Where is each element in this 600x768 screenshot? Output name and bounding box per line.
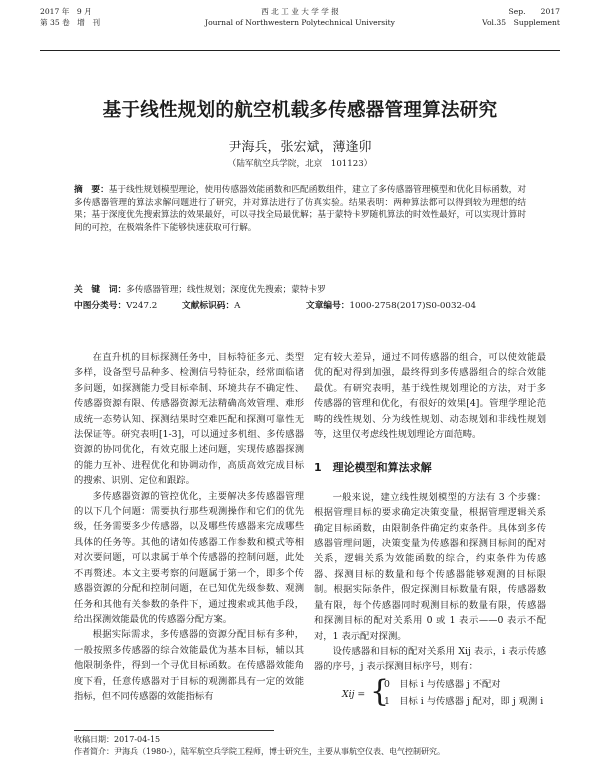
abstract <box>74 184 526 234</box>
paper-title: 基于线性规划的航空机载多传感器管理算法研究 <box>102 100 498 121</box>
header-volume-en: Vol.35 Supplement <box>482 18 560 27</box>
body-paragraph: 设传感器和目标的配对关系用 Xij 表示，i 表示传感器的序号，j 表示探测目标序号，则有： <box>314 645 546 673</box>
abstract-text: 基于线性规划模型理论，使用传感器效能函数和匹配函数组件，建立了多传感器管理模型和优化目标函数，对多传感器管理的算法求解问题进行了研究，并对算法进行了仿真实验。结果表明：两种算法都可以得到较为理想的结果；基于深度优先搜索算法的效果最好，可以寻找全局最优解；基于蒙特卡罗随机算法的时效性最好，可以实现计算时间的可控，在极端条件下能够快速获取可行解。 <box>74 185 527 233</box>
abstract-label: 摘 要： <box>74 185 109 195</box>
equation-case-1: 1 目标 i 与传感器 j 配对，即 j 观测 i <box>384 695 544 707</box>
body-paragraph: 根据实际需求，多传感器的资源分配目标有多种，一般按照多传感器的综合效能最优为基本目标，辅以其他限制条件，得到一个寻优目标函数。在传感器效能角度下看，任意传感器对于目标的观测都具有一定的效能指标，但不同传感器的效能指标有 <box>74 629 304 702</box>
equation-brace: { <box>370 673 390 709</box>
doc-code-value: A <box>234 301 241 311</box>
body-paragraph: 定有较大差异，通过不同传感器的组合，可以使效能最优的配对得到加强，最终得到多传感器组合的综合效能最优。有研究表明，基于线性规划理论的方法，对于多传感器的管理和优化，有很好的效果[4]。管理学理论范畴的线性规划、分为线性规划、动态规划和非线性规划等，这里仅考虑线性规划理论方面范畴。 <box>314 352 546 441</box>
journal-name-cn: 西 北 工 业 大 学 学 报 <box>261 7 339 16</box>
footnote-rule <box>74 730 274 731</box>
keywords <box>74 284 526 297</box>
body-paragraph: 一般来说，建立线性规划模型的方法有 3 个步骤：根据管理目标的要求确定决策变量，根据管理逻辑关系确定目标函数，由限制条件确定约束条件。具体到多传感器管理问题，决策变量为传感器和探测目标间的配对关系，逻辑关系为效能函数的综合，约束条件为传感器、探测目标的数量和每个传感器能够观测的目标限制。根据实际条件，假定探测目标数量有限，传感器数量有限，每个传感器同时观测目标的数量有限，传感器和探测目标的配对关系用 0 或 1 表示——0 表示不配对，1 表示配对探测。 <box>314 491 546 642</box>
running-header <box>40 6 560 51</box>
body-paragraph: 在直升机的目标探测任务中，目标特征多元、类型多样，设备型号品种多、检测信号特征杂，经常面临诸多问题，如探测能力受目标牵制、环境共存不确定性、传感器资源有限、传感器资源无法精确高效管理、难形成统一态势认知、探测结果时空难匹配和探测可靠性无法保证等。研究表明[1-3]，可以通过多机组、多传感器资源的协同优化，有效克服上述问题，实现传感器探测的能力互补、进程优化和协调动作，高质高效完成目标的搜索、识别、定位和跟踪。 <box>74 352 304 487</box>
article-no-label: 文章编号： <box>306 301 350 311</box>
doc-code-label: 文献标识码： <box>182 301 235 311</box>
keywords-label: 关 键 词： <box>74 285 127 295</box>
keywords-text: 多传感器管理；线性规划；深度优先搜索；蒙特卡罗 <box>126 285 326 295</box>
header-right <box>482 6 560 28</box>
body-paragraph: 多传感器资源的管控优化，主要解决多传感器管理的以下几个问题：需要执行那些观测操作和它们的优先级，任务需要多少传感器，以及哪些传感器来完成哪些具体的任务等。其他的诸如传感器工作参数和模式等相对次要问题，可以隶属于单个传感器的控制问题，此处不再赘述。本文主要考察的问题属于第一个，即多个传感器资源的分配和控制问题，在已知优先级参数、观测任务和其他有关参数的条件下，通过搜索或其他手段，给出探测效能最优的传感器分配方案。 <box>74 490 304 625</box>
equation-xij <box>314 673 546 711</box>
paper-authors: 尹海兵，张宏斌，薄逢卯 <box>228 140 372 155</box>
footnote-author-bio: 作者简介：尹海兵（1980-），陆军航空兵学院工程师，博士研究生，主要从事航空仪表、电气控制研究。 <box>74 747 446 756</box>
article-no-value: 1000-2758(2017)S0-0032-04 <box>349 301 476 311</box>
journal-name-en: Journal of Northwestern Polytechnical University <box>205 18 395 27</box>
header-date: 2017 年 9 月 <box>40 7 92 16</box>
footnote-received: 收稿日期：2017-04-15 <box>74 735 161 744</box>
header-date-en: Sep. 2017 <box>508 7 560 16</box>
equation-case-0: 0 目标 i 与传感器 j 不配对 <box>384 678 501 690</box>
body-right-column <box>314 350 546 711</box>
clc-value: V247.2 <box>126 301 158 311</box>
paper-affiliation: （陆军航空兵学院，北京 101123） <box>227 159 373 169</box>
header-volume: 第 35 卷 增 刊 <box>40 18 101 27</box>
section-heading: 1 理论模型和算法求解 <box>314 461 432 475</box>
equation-lhs: Xij = <box>342 688 366 700</box>
body-left-column <box>74 350 304 704</box>
clc-label: 中图分类号： <box>74 301 127 311</box>
classification-line <box>74 299 526 312</box>
